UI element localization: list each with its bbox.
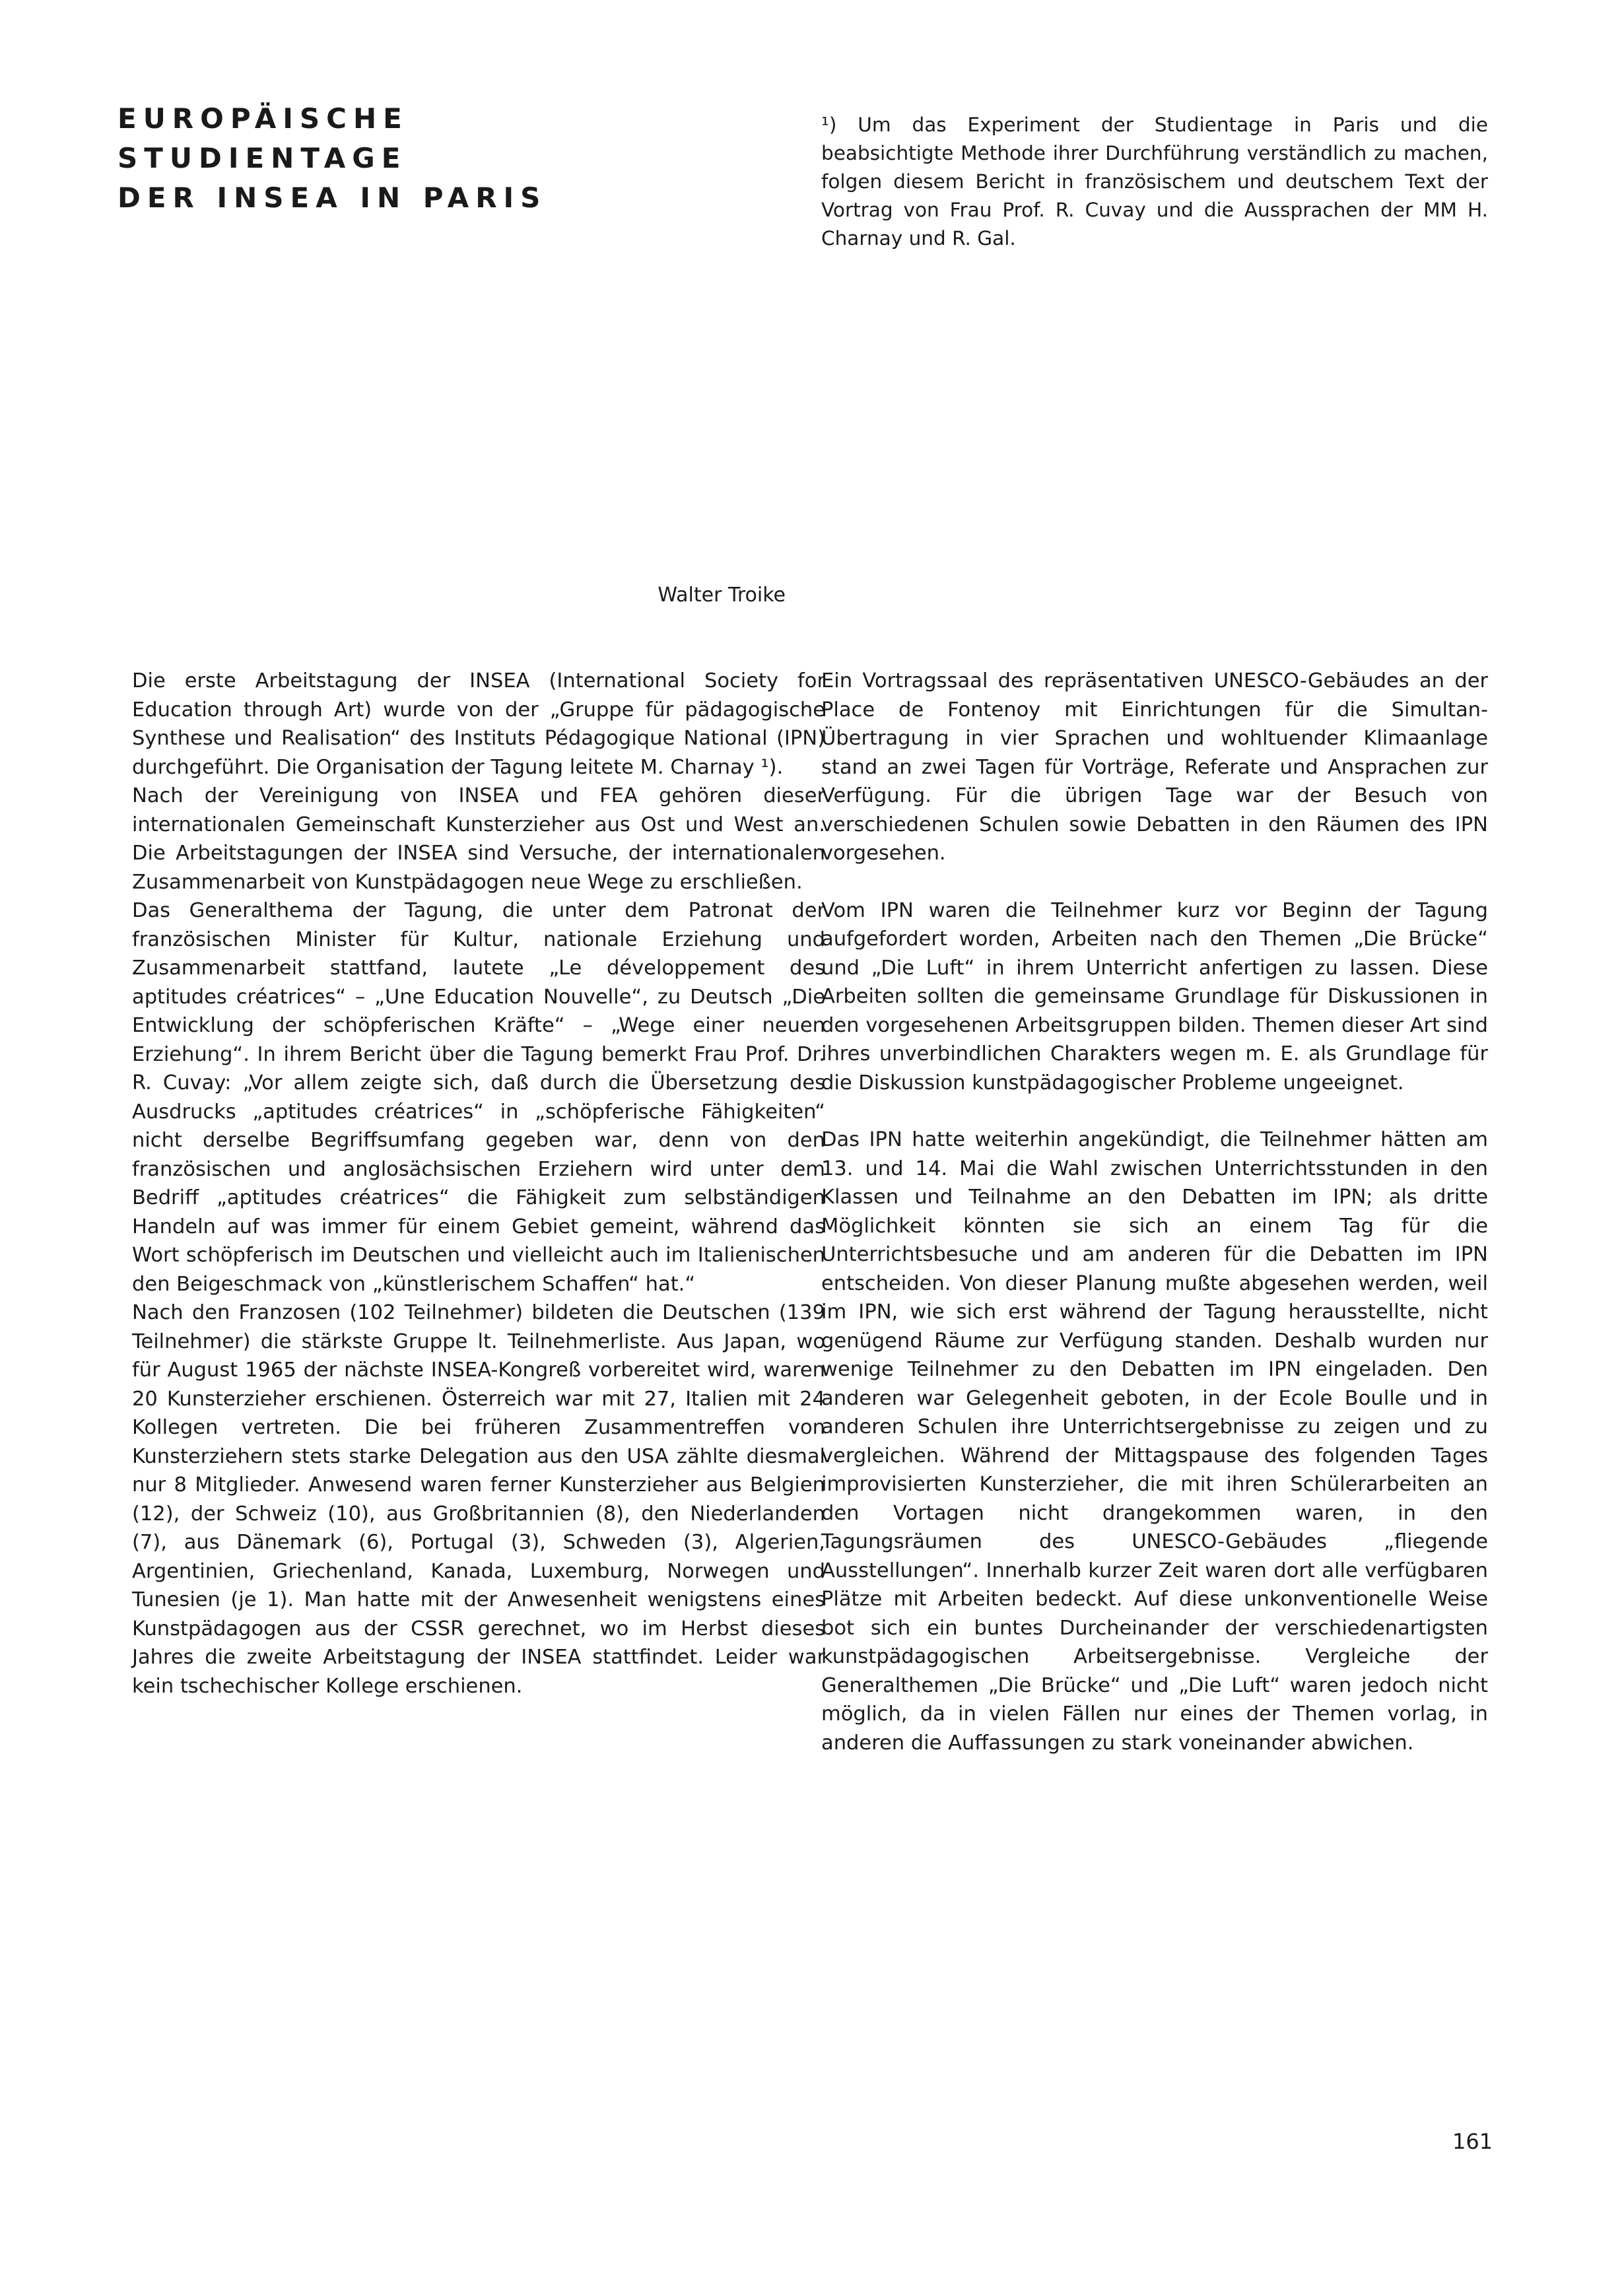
paragraph: Ein Vortragssaal des repräsentativen UNESCO-Gebäudes an der Place de Fontenoy mit Einrichtungen für die Simultan-Übertragung in vier Sprachen und wohltuender Klimaanlage stand an zwei Tagen für Vorträge, Referate und Ansprachen zur Verfügung. Für die übrigen Tage war der Besuch von verschiedenen Schulen sowie Debatten in den Räumen des IPN vorgesehen. [821,669,1488,865]
title-line-2: DER INSEA IN PARIS [118,182,547,214]
author-name: Walter Troike [658,584,786,607]
title-line-1: EUROPÄISCHE STUDIENTAGE [118,102,409,174]
paragraph: Vom IPN waren die Teilnehmer kurz vor Beginn der Tagung aufgefordert worden, Arbeiten nach den Themen „Die Brücke“ und „Die Luft“ in ihrem Unterricht anfertigen zu lassen. Diese Arbeiten sollten die gemeinsame Grundlage für Diskussionen in den vorgesehenen Arbeitsgruppen bilden. Themen dieser Art sind ihres unverbindlichen Charakters wegen m. E. als Grundlage für die Diskussion kunstpädagogischer Probleme ungeeignet. [821,898,1488,1094]
paragraph: Die erste Arbeitstagung der INSEA (International Society for Education through Art) wurde von der „Gruppe für pädagogische Synthese und Realisation“ des Instituts Pédagogique National (IPN) durchgeführt. Die Organisation der Tagung leitete M. Charnay ¹). [132,669,825,779]
paragraph: Nach den Franzosen (102 Teilnehmer) bildeten die Deutschen (139 Teilnehmer) die stärkste Gruppe lt. Teilnehmerliste. Aus Japan, wo für August 1965 der nächste INSEA-Kongreß vorbereitet wird, waren 20 Kunsterzieher erschienen. Österreich war mit 27, Italien mit 24 Kollegen vertreten. Die bei früheren Zusammentreffen von Kunsterziehern stets starke Delegation aus den USA zählte diesmal nur 8 Mitglieder. Anwesend waren ferner Kunsterzieher aus Belgien (12), der Schweiz (10), aus Großbritannien (8), den Niederlanden (7), aus Dänemark (6), Portugal (3), Schweden (3), Algerien, Argentinien, Griechenland, Kanada, Luxemburg, Norwegen und Tunesien (je 1). Man hatte mit der Anwesenheit wenigstens eines Kunstpädagogen aus der CSSR gerechnet, wo im Herbst dieses Jahres die zweite Arbeitstagung der INSEA stattfindet. Leider war kein tschechischer Kollege erschienen. [132,1301,825,1698]
paragraph: Nach der Vereinigung von INSEA und FEA gehören dieser internationalen Gemeinschaft Kunsterzieher aus Ost und West an. Die Arbeitstagungen der INSEA sind Versuche, der internationalen Zusammenarbeit von Kunstpädagogen neue Wege zu erschließen. [132,784,825,894]
right-column [821,667,1488,1757]
left-column [132,667,825,1700]
paragraph: Das IPN hatte weiterhin angekündigt, die Teilnehmer hätten am 13. und 14. Mai die Wahl zwischen Unterrichtsstunden in den Klassen und Teilnahme an den Debatten im IPN; als dritte Möglichkeit könnten sie sich an einem Tag für die Unterrichtsbesuche und am anderen für die Debatten im IPN entscheiden. Von dieser Planung mußte abgesehen werden, weil im IPN, wie sich erst während der Tagung herausstellte, nicht genügend Räume zur Verfügung standen. Deshalb wurden nur wenige Teilnehmer zu den Debatten im IPN eingeladen. Den anderen war Gelegenheit geboten, in der Ecole Boulle und in anderen Schulen ihre Unterrichtsergebnisse zu zeigen und zu vergleichen. Während der Mittagspause des folgenden Tages improvisierten Kunsterzieher, die mit ihren Schülerarbeiten an den Vortagen nicht drangekommen waren, in den Tagungsräumen des UNESCO-Gebäudes „fliegende Ausstellungen“. Innerhalb kurzer Zeit waren dort alle verfügbaren Plätze mit Arbeiten bedeckt. Auf diese unkonventionelle Weise bot sich ein buntes Durcheinander der verschiedenartigsten kunstpädagogischen Arbeitsergebnisse. Vergleiche der Generalthemen „Die Brücke“ und „Die Luft“ waren jedoch nicht möglich, da in vielen Fällen nur eines der Themen vorlag, in anderen die Auffassungen zu stark voneinander abwichen. [821,1128,1488,1755]
paragraph: Das Generalthema der Tagung, die unter dem Patronat der französischen Minister für Kultur, nationale Erziehung und Zusammenarbeit stattfand, lautete „Le développement des aptitudes créatrices“ – „Une Education Nouvelle“, zu Deutsch „Die Entwicklung der schöpferischen Kräfte“ – „Wege einer neuen Erziehung“. In ihrem Bericht über die Tagung bemerkt Frau Prof. Dr. R. Cuvay: „Vor allem zeigte sich, daß durch die Übersetzung des Ausdrucks „aptitudes créatrices“ in „schöpferische Fähigkeiten“ nicht derselbe Begriffsumfang gegeben war, denn von den französischen und anglosächsischen Erziehern wird unter dem Bedriff „aptitudes créatrices“ die Fähigkeit zum selbständigen Handeln auf was immer für einem Gebiet gemeint, während das Wort schöpferisch im Deutschen und vielleicht auch im Italienischen den Beigeschmack von „künstlerischem Schaffen“ hat.“ [132,899,825,1296]
footnote: ¹) Um das Experiment der Studientage in Paris und die beabsichtigte Methode ihrer Durchführung verständlich zu machen, folgen diesem Bericht in französischem und deutschem Text der Vortrag von Frau Prof. R. Cuvay und die Aussprachen der MM H. Charnay und R. Gal. [821,114,1488,250]
page-number: 161 [1452,2129,1493,2154]
article-title [118,99,712,218]
